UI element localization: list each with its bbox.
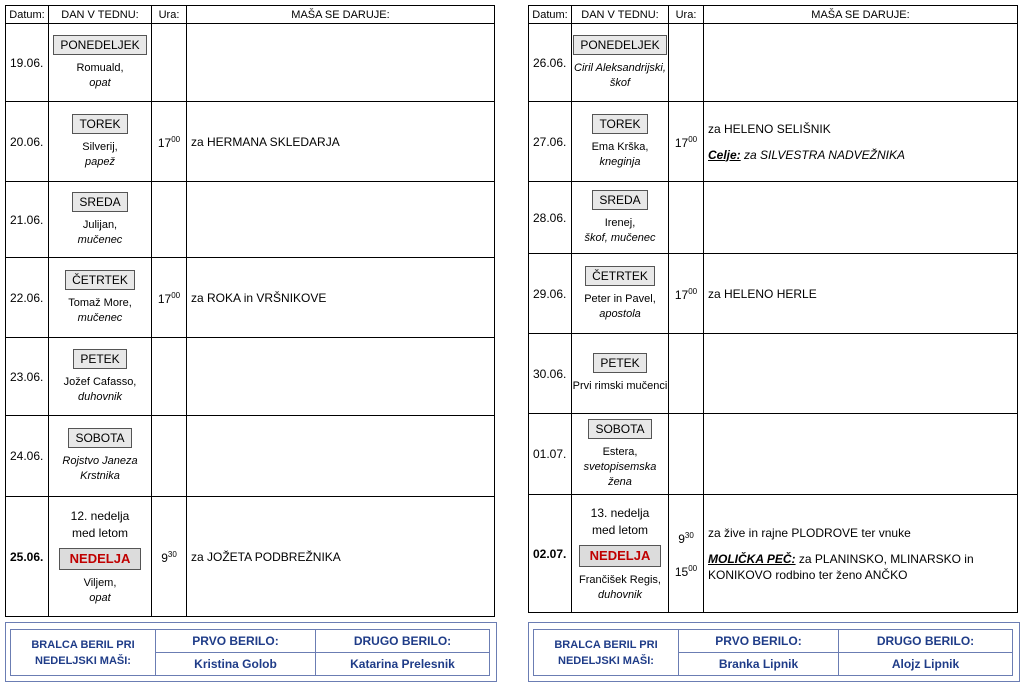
saint-title: duhovnik <box>77 390 123 403</box>
mass-minute: 00 <box>171 291 181 300</box>
mass-time <box>152 547 186 566</box>
header-time: Ura: <box>669 6 704 24</box>
sunday-name-line1: 13. nedelja <box>590 505 650 520</box>
date-cell: 28.06. <box>529 182 572 254</box>
mass-minute: 30 <box>167 550 177 559</box>
mass-cell <box>187 338 495 416</box>
header-date: Datum: <box>529 6 572 24</box>
sunday-row <box>6 497 495 617</box>
time-cell <box>152 182 187 258</box>
mass-text: za žive in rajne PLODROVE ter vnuke <box>708 525 911 540</box>
day-name-badge: TOREK <box>592 114 647 134</box>
mass-text: za HELENO HERLE <box>708 286 817 301</box>
day-cell <box>572 495 669 613</box>
day-cell <box>572 24 669 102</box>
first-reading-label: PRVO BERILO: <box>679 630 839 653</box>
saint-name: Ema Krška, <box>591 140 649 153</box>
mass-text: za HELENO SELIŠNIK <box>708 121 831 136</box>
readers-label: BRALCA BERIL PRI NEDELJSKI MAŠI: <box>534 630 679 676</box>
saint-title: Ciril Aleksandrijski, škof <box>574 61 666 89</box>
time-cell <box>669 495 704 613</box>
saint-title: opat <box>89 591 111 604</box>
schedule-table-right <box>528 5 1018 613</box>
mass-cell <box>187 102 495 182</box>
mass-hour: 17 <box>157 136 172 150</box>
day-name-badge: PONEDELJEK <box>573 35 666 55</box>
time-cell <box>152 338 187 416</box>
mass-location: MOLIČKA PEČ: <box>708 551 796 566</box>
mass-time <box>669 132 703 151</box>
mass-intention <box>708 551 1017 583</box>
mass-time <box>669 284 703 303</box>
readers-label: BRALCA BERIL PRI NEDELJSKI MAŠI: <box>11 630 156 676</box>
day-row <box>6 182 495 258</box>
time-cell <box>669 414 704 495</box>
time-cell <box>669 24 704 102</box>
time-cell <box>152 258 187 338</box>
day-cell <box>49 497 152 617</box>
day-cell <box>572 182 669 254</box>
mass-time <box>669 561 703 580</box>
saint-name: Viljem, <box>83 576 117 589</box>
mass-intention <box>191 134 494 150</box>
header-row <box>6 6 495 24</box>
day-name-badge: SREDA <box>592 190 647 210</box>
saint-title: škof, mučenec <box>584 231 656 244</box>
time-cell <box>669 334 704 414</box>
saint-title: apostola <box>599 307 641 320</box>
time-cell <box>669 254 704 334</box>
header-time: Ura: <box>152 6 187 24</box>
sunday-row <box>529 495 1018 613</box>
mass-time <box>152 132 186 151</box>
mass-cell <box>704 182 1018 254</box>
mass-text: za HERMANA SKLEDARJA <box>191 134 340 149</box>
mass-location: Celje: <box>708 147 741 162</box>
date-cell: 02.07. <box>529 495 572 613</box>
saint-name: Romuald, <box>76 61 124 74</box>
header-mass: MAŠA SE DARUJE: <box>704 6 1018 24</box>
header-day: DAN V TEDNU: <box>572 6 669 24</box>
mass-cell <box>704 254 1018 334</box>
day-row <box>6 24 495 102</box>
date-cell: 24.06. <box>6 416 49 497</box>
readers-table-left <box>10 629 490 676</box>
saint-name: Peter in Pavel, <box>584 292 656 305</box>
saint-title: papež <box>85 155 115 168</box>
day-row <box>529 414 1018 495</box>
saint-title: opat <box>89 76 111 89</box>
day-row <box>529 102 1018 182</box>
header-day: DAN V TEDNU: <box>49 6 152 24</box>
mass-cell <box>187 497 495 617</box>
day-name-badge: SOBOTA <box>68 428 131 448</box>
date-cell: 01.07. <box>529 414 572 495</box>
day-name-badge: PETEK <box>593 353 646 373</box>
mass-intention <box>708 121 1017 137</box>
day-name-badge: NEDELJA <box>59 548 142 570</box>
mass-text: za ROKA in VRŠNIKOVE <box>191 290 327 305</box>
date-cell: 29.06. <box>529 254 572 334</box>
mass-time <box>669 528 703 547</box>
time-cell <box>152 24 187 102</box>
day-cell <box>49 182 152 258</box>
mass-text: za PLANINSKO, MLINARSKO in KONIKOVO rodbino ter ženo ANČKO <box>708 551 974 582</box>
day-name-badge: SREDA <box>72 192 127 212</box>
saint-name: Irenej, <box>604 216 636 229</box>
schedule-table-left <box>5 5 495 617</box>
sunday-name-line2: med letom <box>71 525 129 540</box>
mass-cell <box>187 258 495 338</box>
mass-minute: 00 <box>688 287 698 296</box>
saint-title: kneginja <box>599 155 641 168</box>
saint-name: Prvi rimski mučenci <box>572 380 668 392</box>
second-reading-label: DRUGO BERILO: <box>839 630 1013 653</box>
mass-cell <box>704 334 1018 414</box>
date-cell: 20.06. <box>6 102 49 182</box>
mass-cell <box>187 24 495 102</box>
sunday-name-line2: med letom <box>591 522 649 537</box>
date-cell: 26.06. <box>529 24 572 102</box>
saint-title: mučenec <box>77 233 123 246</box>
mass-hour: 17 <box>674 136 689 150</box>
first-reading-label: PRVO BERILO: <box>156 630 316 653</box>
mass-text: za SILVESTRA NADVEŽNIKA <box>744 147 905 162</box>
day-name-badge: PONEDELJEK <box>53 35 146 55</box>
day-cell <box>49 338 152 416</box>
saint-title: mučenec <box>77 311 123 324</box>
day-name-badge: PETEK <box>73 349 126 369</box>
day-cell <box>572 102 669 182</box>
mass-intention <box>708 147 1017 163</box>
header-mass: MAŠA SE DARUJE: <box>187 6 495 24</box>
day-row <box>529 24 1018 102</box>
mass-minute: 30 <box>684 530 694 540</box>
mass-hour: 15 <box>674 564 689 579</box>
readers-table-right <box>533 629 1013 676</box>
day-cell <box>49 416 152 497</box>
second-reader-name: Alojz Lipnik <box>839 653 1013 676</box>
saint-name: Tomaž More, <box>68 296 132 309</box>
date-cell: 21.06. <box>6 182 49 258</box>
date-cell: 19.06. <box>6 24 49 102</box>
saint-name: Silverij, <box>82 140 118 153</box>
mass-text: za JOŽETA PODBREŽNIKA <box>191 549 341 564</box>
mass-hour: 17 <box>674 288 689 302</box>
day-row <box>6 258 495 338</box>
day-row <box>529 334 1018 414</box>
mass-cell <box>704 414 1018 495</box>
day-name-badge: ČETRTEK <box>585 266 655 286</box>
first-reader-name: Branka Lipnik <box>679 653 839 676</box>
mass-intention <box>708 286 1017 302</box>
second-reader-name: Katarina Prelesnik <box>316 653 490 676</box>
mass-intention <box>191 549 494 565</box>
day-cell <box>572 414 669 495</box>
mass-time <box>152 288 186 307</box>
date-cell: 27.06. <box>529 102 572 182</box>
day-name-badge: ČETRTEK <box>65 270 135 290</box>
time-cell <box>152 102 187 182</box>
day-name-badge: NEDELJA <box>579 545 662 567</box>
day-name-badge: TOREK <box>72 114 127 134</box>
day-row <box>529 254 1018 334</box>
date-cell: 30.06. <box>529 334 572 414</box>
day-cell <box>49 24 152 102</box>
mass-cell <box>704 24 1018 102</box>
saint-name: Estera, <box>602 445 638 458</box>
second-reading-label: DRUGO BERILO: <box>316 630 490 653</box>
day-cell <box>572 254 669 334</box>
mass-hour: 9 <box>161 551 168 565</box>
date-cell: 25.06. <box>6 497 49 617</box>
day-cell <box>49 258 152 338</box>
mass-hour: 17 <box>157 292 172 306</box>
mass-hour: 9 <box>678 531 685 546</box>
mass-minute: 00 <box>688 135 698 144</box>
day-row <box>6 102 495 182</box>
mass-cell <box>187 182 495 258</box>
day-name-badge: SOBOTA <box>588 419 651 439</box>
mass-minute: 00 <box>171 135 181 144</box>
saint-name: Frančišek Regis, <box>579 573 661 586</box>
mass-cell <box>704 102 1018 182</box>
saint-name: Jožef Cafasso, <box>63 375 137 388</box>
saint-title: svetopisemska žena <box>583 460 657 488</box>
day-cell <box>49 102 152 182</box>
time-cell <box>669 182 704 254</box>
date-cell: 23.06. <box>6 338 49 416</box>
day-cell <box>572 334 669 414</box>
time-cell <box>152 497 187 617</box>
saint-title: duhovnik <box>597 588 643 601</box>
sunday-name-line1: 12. nedelja <box>70 508 130 523</box>
day-row <box>6 338 495 416</box>
date-cell: 22.06. <box>6 258 49 338</box>
mass-minute: 00 <box>688 563 698 573</box>
time-cell <box>669 102 704 182</box>
header-date: Datum: <box>6 6 49 24</box>
time-cell <box>152 416 187 497</box>
saint-title: Rojstvo Janeza Krstnika <box>62 455 138 482</box>
day-row <box>6 416 495 497</box>
saint-name: Julijan, <box>82 218 118 231</box>
mass-intention <box>708 525 1017 541</box>
mass-intention <box>191 290 494 306</box>
mass-cell <box>187 416 495 497</box>
mass-cell <box>704 495 1018 613</box>
first-reader-name: Kristina Golob <box>156 653 316 676</box>
header-row <box>529 6 1018 24</box>
day-row <box>529 182 1018 254</box>
